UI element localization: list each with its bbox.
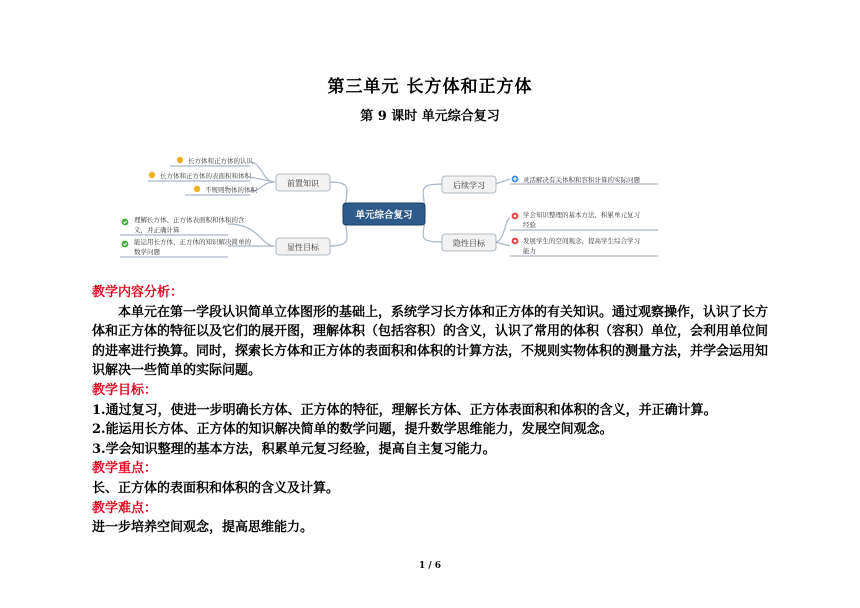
explicit-item-1-line-2: 义，并正确计算: [134, 226, 180, 234]
smiley-icon: [149, 172, 155, 178]
connector-implicit-items: [495, 218, 510, 246]
lesson-content: [92, 283, 776, 538]
branch-label-followup: 后续学习: [453, 181, 485, 190]
mind-map: [110, 146, 670, 266]
branch-node-implicit: [442, 234, 496, 251]
branch-node-followup: [442, 176, 496, 193]
connector-followup-items: [495, 179, 510, 184]
analysis-heading: 教学内容分析：: [92, 285, 184, 300]
page-title: 第三单元 长方体和正方体: [327, 77, 533, 97]
check-icon: [122, 241, 129, 248]
goals-heading: 教学目标：: [92, 382, 158, 398]
difficulties-body: 进一步培养空间观念，提高思维能力。: [92, 520, 314, 536]
branch-label-prior: 前置知识: [287, 179, 319, 188]
branch-label-explicit: 显性目标: [287, 243, 319, 252]
explicit-item-1: [122, 215, 245, 234]
smiley-icon: [177, 157, 183, 163]
connector-center-followup: [423, 184, 442, 214]
branch-node-prior: [276, 174, 330, 191]
prior-item-2: [149, 171, 252, 180]
keypoints-heading: 教学重点：: [92, 461, 158, 477]
followup-item-1-text: 灵活解决有关体积和容积计算的实际问题: [523, 176, 640, 184]
implicit-item-2-line-2: 能力: [523, 247, 536, 255]
goal-item-1: 1.通过复习，使进一步明确长方体、正方体的特征，理解长方体、正方体表面积和体积的含义，并正确计算。: [92, 402, 717, 418]
followup-item-1: [512, 175, 641, 184]
check-icon: [122, 219, 129, 226]
center-node-label: 单元综合复习: [355, 210, 413, 221]
goal-item-2: 2.能运用长方体、正方体的知识解决简单的数学问题，提升数学思维能力，发展空间观念。: [92, 422, 613, 438]
implicit-item-2-line-1: 发展学生的空间观念，提高学生综合学习: [523, 237, 640, 245]
branch-label-implicit: 隐性目标: [453, 239, 485, 248]
smiley-icon: [194, 186, 200, 192]
connector-center-implicit: [423, 214, 442, 242]
branch-node-explicit: [276, 238, 330, 255]
explicit-item-2-line-1: 能运用长方体、正方体的知识解决简单的: [134, 238, 251, 246]
prior-item-1-text: 长方体和正方体的认识: [188, 157, 253, 165]
implicit-item-1-line-2: 经验: [523, 221, 536, 229]
center-node: [343, 203, 425, 225]
analysis-body: 本单元在第一学段认识简单立体图形的基础上，系统学习长方体和正方体的有关知识。通过观察操作，认识了长方体和正方体的特征以及它们的展开图，理解体积（包括容积）的含义，认识了常用的体积（容积）单位，会利用单位间的进率进行换算。同时，探索长方体和正方体的表面积和体积的计算方法，不规则实物体积的测量方法，并学会运用知识解决一些简单的实际问题。: [92, 304, 769, 379]
explicit-item-2-line-2: 数学问题: [134, 248, 160, 256]
difficulties-heading: 教学难点：: [92, 500, 158, 516]
prior-item-1: [177, 156, 254, 165]
prior-item-3-text: 不规则物体的体积: [205, 186, 257, 194]
page-number: 1 / 6: [418, 561, 442, 571]
explicit-item-1-line-1: 理解长方体、正方体表面积和体积的含: [134, 216, 245, 224]
implicit-item-1: [512, 210, 640, 229]
implicit-item-2: [512, 236, 640, 255]
goal-item-3: 3.学会知识整理的基本方法，积累单元复习经验，提高自主复习能力。: [92, 441, 496, 457]
prior-item-3: [194, 185, 258, 194]
keypoints-body: 长、正方体的表面积和体积的含义及计算。: [92, 480, 340, 496]
prior-item-2-text: 长方体和正方体的表面积和体积: [160, 172, 251, 180]
implicit-item-1-line-1: 学会知识整理的基本方法，积累单元复习: [523, 211, 640, 219]
lesson-subtitle: 第 9 课时 单元综合复习: [360, 109, 500, 124]
